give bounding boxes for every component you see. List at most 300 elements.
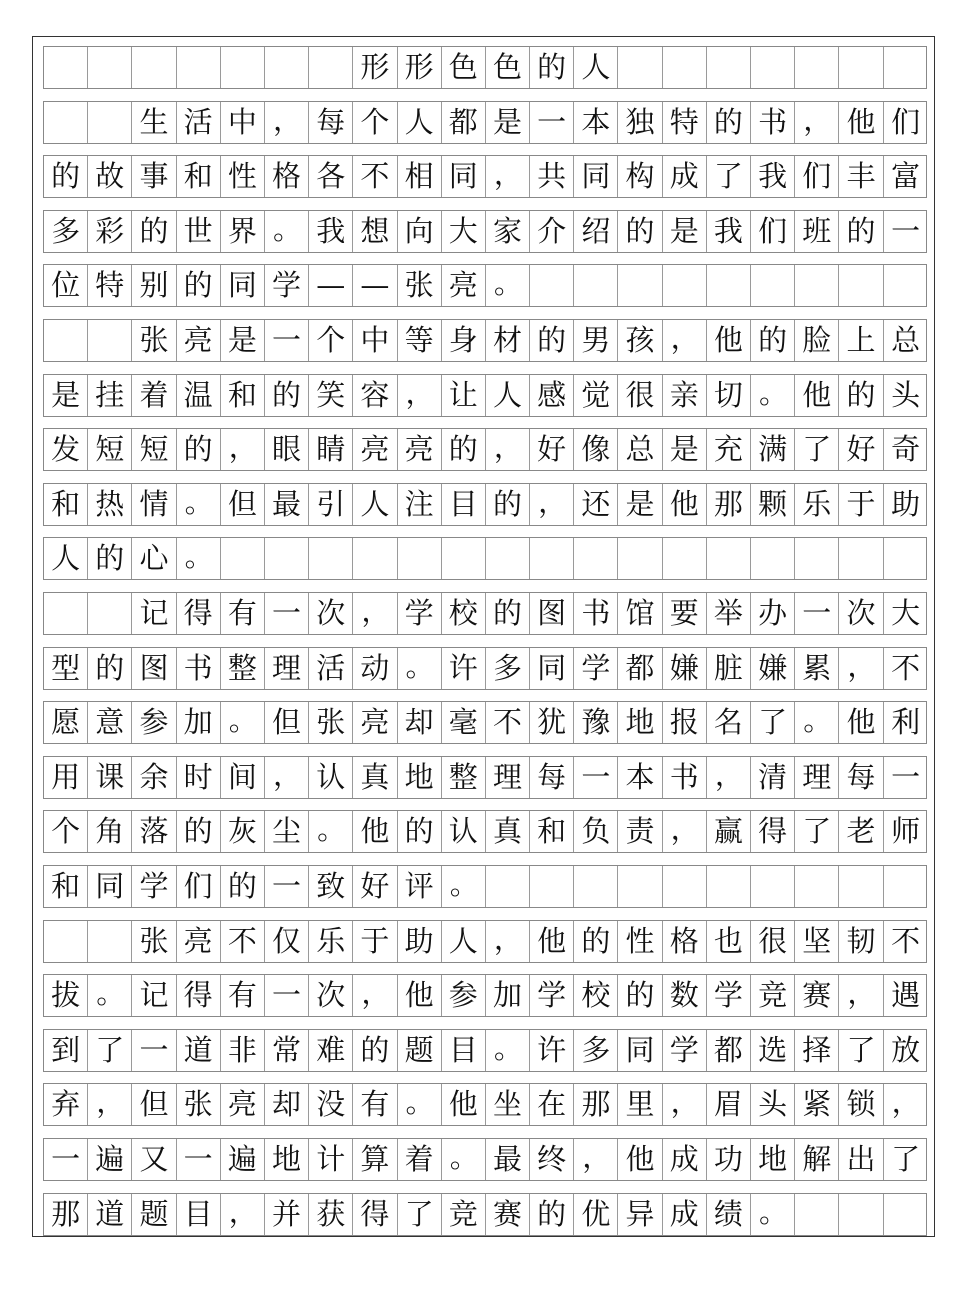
text-char: ， [663,811,707,852]
text-char: 活 [177,102,221,143]
text-char: 构 [618,156,662,197]
text-char: ， [707,757,751,798]
text-char: 我 [751,156,795,197]
text-char: 的 [88,538,132,579]
text-row [43,592,927,635]
text-char: 。 [177,484,221,525]
text-char: 办 [751,593,795,634]
grid-cell [663,538,707,579]
text-char: 最 [486,1139,530,1180]
text-char: 的 [177,265,221,306]
text-char: 图 [132,648,176,689]
text-char: 许 [530,1030,574,1071]
text-char: 了 [398,1194,442,1235]
text-char: 竞 [442,1194,486,1235]
grid-cell [751,538,795,579]
text-char: 笑 [309,375,353,416]
text-char: 中 [353,320,397,361]
text-char: 一 [795,593,839,634]
text-char: 。 [442,1139,486,1180]
text-row [43,319,927,362]
text-char: 和 [530,811,574,852]
text-char: 校 [442,593,486,634]
title-char: 形 [353,47,397,88]
text-row [43,810,927,853]
text-row [43,537,927,580]
text-char: 挂 [88,375,132,416]
text-char: 书 [574,593,618,634]
grid-cell [618,47,662,88]
text-char: 加 [177,702,221,743]
text-char: 引 [309,484,353,525]
text-char: 中 [221,102,265,143]
text-char: 亮 [398,429,442,470]
text-char: 。 [486,265,530,306]
text-char: 好 [839,429,883,470]
text-char: ， [265,757,309,798]
text-char: 得 [177,593,221,634]
text-char: 数 [663,975,707,1016]
text-char: ， [663,320,707,361]
text-char: 觉 [574,375,618,416]
text-char: 着 [132,375,176,416]
text-char: 是 [618,484,662,525]
text-char: 道 [88,1194,132,1235]
text-char: 毫 [442,702,486,743]
text-row [43,210,927,253]
text-char: 理 [795,757,839,798]
text-char: 温 [177,375,221,416]
text-char: 和 [44,866,88,907]
text-char: 那 [707,484,751,525]
text-char: 有 [353,1084,397,1125]
text-char: 头 [891,377,921,412]
text-char: 助 [891,486,921,521]
text-char: 大 [891,596,921,630]
text-char: 那 [44,1194,88,1235]
text-char: 的 [398,811,442,852]
text-char: 的 [353,1030,397,1071]
text-char: 好 [353,866,397,907]
text-char: 头 [751,1084,795,1125]
text-char: ， [353,593,397,634]
text-char: 并 [265,1194,309,1235]
text-char: 学 [398,593,442,634]
text-char: 目 [442,1030,486,1071]
text-char: 负 [574,811,618,852]
text-char: 格 [265,156,309,197]
text-char: 还 [574,484,618,525]
text-char: 选 [751,1030,795,1071]
text-char: 人 [353,484,397,525]
text-char: 没 [309,1084,353,1125]
text-char: 坚 [795,921,839,962]
text-char: 了 [707,156,751,197]
text-char: 清 [751,757,795,798]
text-char: 都 [707,1030,751,1071]
text-char: ， [795,102,839,143]
text-char: 次 [309,975,353,1016]
text-char: ， [486,921,530,962]
text-char: 了 [751,702,795,743]
text-char: 个 [309,320,353,361]
grid-cell [44,102,88,143]
text-char: 赢 [707,811,751,852]
text-char: 他 [663,484,707,525]
text-char: 富 [891,159,921,194]
text-char: 韧 [839,921,883,962]
text-char: 注 [398,484,442,525]
grid-cell [795,47,839,88]
text-char: 充 [707,429,751,470]
text-char: 校 [574,975,618,1016]
text-char: ， [839,648,883,689]
text-char: 认 [309,757,353,798]
grid-cell [442,538,486,579]
text-char: 豫 [574,702,618,743]
text-char: 理 [486,757,530,798]
text-char: 本 [618,757,662,798]
text-char: 坐 [486,1084,530,1125]
grid-cell [221,47,265,88]
grid-cell [884,265,928,306]
text-char: 异 [618,1194,662,1235]
text-char: 。 [221,702,265,743]
text-char: 要 [663,593,707,634]
text-char: 人 [486,375,530,416]
text-char: — [353,265,397,306]
title-char: 形 [398,47,442,88]
text-char: 和 [44,484,88,525]
grid-cell [265,47,309,88]
grid-cell [663,47,707,88]
grid-cell [221,538,265,579]
text-char: 题 [398,1030,442,1071]
text-char: 和 [221,375,265,416]
text-char: 老 [839,811,883,852]
text-char: 切 [707,375,751,416]
text-row [43,756,927,799]
text-char: ， [88,1084,132,1125]
text-char: 好 [530,429,574,470]
text-char: 一 [891,213,921,248]
text-char: ， [891,1085,921,1120]
text-char: 的 [839,375,883,416]
text-char: 们 [751,211,795,252]
grid-cell [309,47,353,88]
text-char: 遍 [88,1139,132,1180]
grid-cell [839,866,883,907]
text-char: 同 [221,265,265,306]
text-char: 。 [177,538,221,579]
text-char: 热 [88,484,132,525]
title-row [43,46,927,89]
text-char: 他 [442,1084,486,1125]
text-char: 。 [442,866,486,907]
text-char: 用 [44,757,88,798]
text-char: 一 [530,102,574,143]
text-char: 道 [177,1030,221,1071]
text-char: 每 [530,757,574,798]
text-char: 总 [618,429,662,470]
text-char: 的 [839,211,883,252]
text-row [43,155,927,198]
text-row [43,865,927,908]
text-char: 嫌 [663,648,707,689]
grid-cell [486,866,530,907]
manuscript-sheet [32,36,935,1237]
text-char: 。 [309,811,353,852]
text-char: 记 [132,593,176,634]
text-char: 致 [309,866,353,907]
text-char: 尘 [265,811,309,852]
text-char: 同 [442,156,486,197]
text-char: 但 [132,1084,176,1125]
text-char: 书 [663,757,707,798]
text-char: 赛 [486,1194,530,1235]
text-char: 是 [486,102,530,143]
text-char: 书 [177,648,221,689]
text-char: 张 [398,265,442,306]
text-char: 整 [221,648,265,689]
text-char: 。 [751,1194,795,1235]
text-char: 的 [486,593,530,634]
text-char: 们 [795,156,839,197]
text-char: 一 [265,593,309,634]
text-char: 得 [177,975,221,1016]
text-char: 了 [795,811,839,852]
text-char: 间 [221,757,265,798]
text-char: 容 [353,375,397,416]
grid-cell [618,866,662,907]
text-char: 满 [751,429,795,470]
text-char: 特 [88,265,132,306]
text-char: 他 [398,975,442,1016]
text-char: 都 [618,648,662,689]
text-char: 地 [398,757,442,798]
text-char: 于 [353,921,397,962]
text-char: 许 [442,648,486,689]
text-char: ， [530,484,574,525]
grid-cell [88,593,132,634]
text-char: 的 [442,429,486,470]
text-char: 情 [132,484,176,525]
text-char: 的 [574,921,618,962]
text-char: 报 [663,702,707,743]
grid-cell [707,265,751,306]
text-char: 多 [486,648,530,689]
text-char: 他 [530,921,574,962]
text-char: 是 [663,211,707,252]
text-char: ， [663,1084,707,1125]
text-char: 书 [751,102,795,143]
text-char: 各 [309,156,353,197]
grid-cell [884,538,928,579]
text-char: 位 [44,265,88,306]
grid-cell [795,265,839,306]
text-char: ， [221,1194,265,1235]
text-char: 都 [442,102,486,143]
text-char: 亮 [353,429,397,470]
text-row [43,647,927,690]
text-char: 眼 [265,429,309,470]
text-char: 学 [132,866,176,907]
text-char: 同 [88,866,132,907]
text-char: 功 [707,1139,751,1180]
text-char: 灰 [221,811,265,852]
text-char: 学 [574,648,618,689]
text-char: 算 [353,1139,397,1180]
title-char: 人 [574,47,618,88]
grid-cell [839,47,883,88]
text-char: 也 [707,921,751,962]
text-char: 是 [221,320,265,361]
text-char: 一 [265,320,309,361]
text-char: 最 [265,484,309,525]
text-char: 成 [663,1194,707,1235]
text-char: 等 [398,320,442,361]
text-char: 多 [44,211,88,252]
text-char: 一 [891,759,921,794]
text-char: 师 [891,814,921,849]
text-char: 型 [44,648,88,689]
text-char: 一 [132,1030,176,1071]
text-char: 赛 [795,975,839,1016]
text-char: 很 [751,921,795,962]
text-char: 放 [891,1032,921,1067]
grid-cell [530,866,574,907]
text-char: 成 [663,1139,707,1180]
text-char: 的 [132,211,176,252]
text-char: 的 [707,102,751,143]
text-char: 。 [751,375,795,416]
text-char: 。 [486,1030,530,1071]
text-char: 是 [44,375,88,416]
text-char: 。 [398,1084,442,1125]
text-char: 彩 [88,211,132,252]
text-char: ， [486,429,530,470]
text-char: 了 [795,429,839,470]
text-char: 不 [353,156,397,197]
text-char: 亮 [442,265,486,306]
text-char: 认 [442,811,486,852]
text-char: 的 [265,375,309,416]
text-char: 动 [353,648,397,689]
text-char: 评 [398,866,442,907]
text-char: 他 [353,811,397,852]
text-char: 却 [398,702,442,743]
text-char: 相 [398,156,442,197]
text-char: 人 [44,538,88,579]
text-char: 本 [574,102,618,143]
text-char: 又 [132,1139,176,1180]
grid-cell [839,265,883,306]
text-char: 张 [177,1084,221,1125]
text-char: 乐 [795,484,839,525]
text-char: — [309,265,353,306]
text-char: 张 [309,702,353,743]
text-char: 睛 [309,429,353,470]
text-char: 学 [530,975,574,1016]
text-char: 时 [177,757,221,798]
text-char: 上 [839,320,883,361]
text-row [43,428,927,471]
text-char: 的 [221,866,265,907]
grid-cell [707,47,751,88]
text-char: 个 [44,811,88,852]
text-char: 们 [177,866,221,907]
text-char: 学 [663,1030,707,1071]
text-char: 却 [265,1084,309,1125]
grid-cell [309,538,353,579]
text-char: 班 [795,211,839,252]
text-char: 图 [530,593,574,634]
text-char: 成 [663,156,707,197]
text-char: 脏 [707,648,751,689]
text-char: 是 [663,429,707,470]
text-char: 一 [265,866,309,907]
text-char: 张 [132,320,176,361]
text-char: ， [486,156,530,197]
text-char: 一 [265,975,309,1016]
grid-cell [884,1194,928,1235]
grid-cell [884,866,928,907]
text-char: 他 [839,702,883,743]
text-char: 身 [442,320,486,361]
text-char: 责 [618,811,662,852]
text-char: 奇 [891,432,921,467]
text-char: 有 [221,593,265,634]
grid-cell [177,47,221,88]
text-char: 眉 [707,1084,751,1125]
text-char: 但 [221,484,265,525]
text-char: ， [398,375,442,416]
text-char: 里 [618,1084,662,1125]
text-char: 让 [442,375,486,416]
text-char: 助 [398,921,442,962]
text-char: 性 [221,156,265,197]
grid-cell [530,265,574,306]
grid-cell [398,538,442,579]
text-char: 仅 [265,921,309,962]
text-char: 个 [353,102,397,143]
text-char: 加 [486,975,530,1016]
text-char: 不 [486,702,530,743]
text-char: 了 [839,1030,883,1071]
title-char: 色 [442,47,486,88]
text-char: 活 [309,648,353,689]
text-char: 同 [574,156,618,197]
text-char: 解 [795,1139,839,1180]
text-char: 张 [132,921,176,962]
grid-cell [88,47,132,88]
text-row [43,374,927,417]
text-char: 得 [353,1194,397,1235]
text-char: 角 [88,811,132,852]
grid-cell [663,265,707,306]
text-char: 绩 [707,1194,751,1235]
text-char: 一 [44,1139,88,1180]
text-char: 的 [486,484,530,525]
text-char: 材 [486,320,530,361]
text-char: 人 [442,921,486,962]
text-char: ， [265,102,309,143]
text-char: 同 [530,648,574,689]
text-char: 参 [442,975,486,1016]
grid-cell [707,866,751,907]
grid-cell [486,538,530,579]
text-char: 性 [618,921,662,962]
